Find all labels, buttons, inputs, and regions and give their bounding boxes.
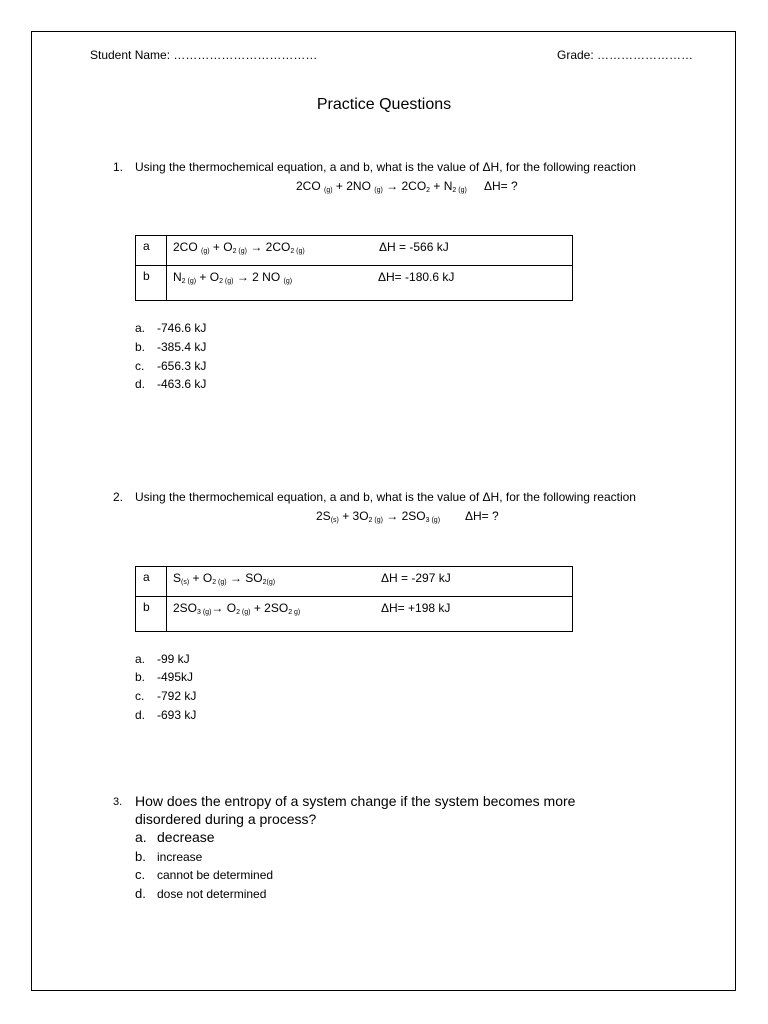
q1-option-c: c. -656.3 kJ	[135, 359, 207, 373]
q3-number: 3.	[113, 796, 123, 808]
row-equation-cell	[167, 597, 573, 632]
q1-target-reaction: 2CO $_{(g)}$ + 2NO $_{(g)} \to 2CO_2 + N_{2 (g)}$	[296, 179, 467, 194]
q2-number: 2.	[113, 490, 124, 504]
q1-option-a: a. -746.6 kJ	[135, 321, 207, 335]
table-row	[136, 266, 573, 301]
table-row	[136, 567, 573, 597]
q1-option-d: d. -463.6 kJ	[135, 377, 207, 391]
q3-option-d: d. dose not determined	[135, 886, 267, 901]
q3-option-b: b. increase	[135, 849, 203, 864]
q3-text-line2: disordered during a process?	[135, 811, 317, 827]
row-equation: $2SO_{3 (g)}\to O_{2 (g)} + 2SO_{2 g)}$	[173, 601, 301, 616]
q3-text-line1: How does the entropy of a system change if the system becomes more	[135, 793, 576, 809]
q2-option-a: a. -99 kJ	[135, 652, 190, 666]
q2-reaction-table	[135, 566, 573, 632]
q1-reaction-table	[135, 235, 573, 301]
row-label: a	[136, 236, 167, 266]
page-title: Practice Questions	[316, 96, 452, 113]
row-equation-cell	[167, 567, 573, 597]
row-label: b	[136, 266, 167, 301]
q2-target-reaction: $2S_{(s)} + 3O_{2 (g)} \to 2SO_{3 (g)}$	[316, 509, 441, 524]
row-equation-cell	[167, 266, 573, 301]
row-dh: ΔH = -566 kJ	[379, 240, 449, 254]
table-row	[136, 597, 573, 632]
row-equation: $S_{(s)} + O_{2 (g)} \to SO_{2(g)}$	[173, 571, 276, 586]
q2-option-b: b. -495kJ	[135, 670, 194, 684]
grade-label: Grade: ……………………	[557, 48, 694, 62]
q3-option-a: a. decrease	[135, 829, 215, 845]
q1-number: 1.	[113, 160, 124, 174]
student-name-label: Student Name: ………………………………	[90, 48, 318, 62]
row-equation: $N_{2 (g)} + O_{2 (g)} \to 2$ NO $_{(g)}$	[173, 270, 293, 285]
q2-option-d: d. -693 kJ	[135, 708, 197, 722]
row-dh: ΔH = -297 kJ	[381, 571, 451, 585]
row-equation: 2CO $_{(g)} + O_{2 (g)} \to 2CO_{2 (g)}$	[173, 240, 305, 255]
q2-option-c: c. -792 kJ	[135, 689, 197, 703]
row-dh: ΔH= -180.6 kJ	[378, 270, 455, 284]
table-row	[136, 236, 573, 266]
q3-option-c: c. cannot be determined	[135, 867, 274, 882]
row-dh: ΔH= +198 kJ	[381, 601, 451, 615]
q1-target-dh: ΔH= ?	[484, 179, 518, 193]
q2-target-dh: ΔH= ?	[465, 509, 499, 523]
row-label: b	[136, 597, 167, 632]
row-label: a	[136, 567, 167, 597]
q2-text: Using the thermochemical equation, a and b, what is the value of ΔH, for the following reaction	[135, 490, 636, 504]
q1-option-b: b. -385.4 kJ	[135, 340, 207, 354]
row-equation-cell	[167, 236, 573, 266]
q1-text: Using the thermochemical equation, a and b, what is the value of ΔH, for the following reaction	[135, 160, 636, 174]
